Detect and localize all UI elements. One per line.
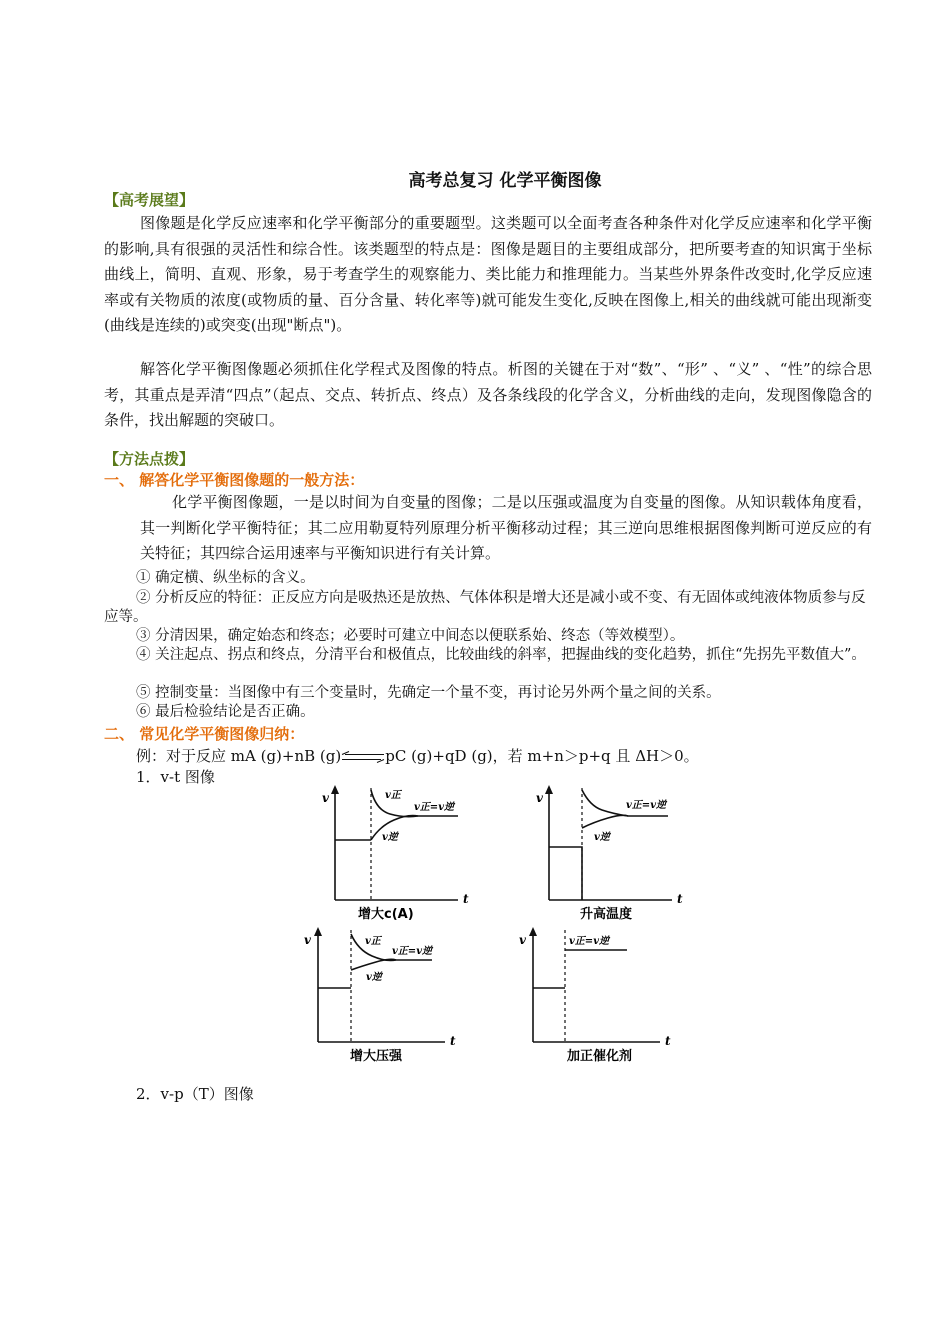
chart-increase-pressure [300,924,465,1064]
item-vp-graph: 2．v-p（T）图像 [136,1085,254,1103]
step-3: ③ 分清因果，确定始态和终态；必要时可建立中间态以便联系始、终态（等效模型）。 [136,628,685,644]
chart-caption: 增大压强 [350,1049,403,1064]
example-suffix: pC (g)+qD (g)，若 m+n＞p+q 且 ΔH＞0。 [385,747,699,765]
reverse-rate-label: v逆 [382,832,398,843]
forward-rate-label: v正 [365,936,381,947]
y-axis-label: v [536,791,543,805]
equal-rate-label: v正=v逆 [392,946,432,957]
item-vt-graph: 1．v-t 图像 [136,768,215,786]
chart-add-catalyst [515,924,680,1064]
subheading-general-method: 一、 解答化学平衡图像题的一般方法： [104,471,365,489]
x-axis-label: t [677,892,683,906]
chart-caption: 升高温度 [580,907,633,922]
step-6: ⑥ 最后检验结论是否正确。 [136,704,315,720]
chart-raise-temperature [532,782,692,922]
y-axis-label: v [519,933,526,947]
equal-rate-label: v正=v逆 [626,800,666,811]
x-axis-label: t [463,892,469,906]
y-axis-arrow [529,927,537,936]
subheading-common-graphs: 二、 常见化学平衡图像归纳： [104,725,305,743]
y-axis-arrow [545,785,553,794]
section-heading-methods: 【方法点拨】 [104,450,195,468]
forward-rate-label: v正 [385,790,401,801]
y-axis-arrow [314,927,322,936]
chart-increase-concentration [318,782,478,922]
chart-caption: 增大c(A) [358,907,414,922]
x-axis-label: t [450,1034,456,1048]
reverse-rate-curve [582,815,628,828]
step-1: ① 确定横、纵坐标的含义。 [136,570,315,586]
y-axis-arrow [331,785,339,794]
equal-rate-label: v正=v逆 [569,936,609,947]
general-method-paragraph: 化学平衡图像题，一是以时间为自变量的图像；二是以压强或温度为自变量的图像。从知识载体角度看，其一判断化学平衡特征；其二应用勒夏特列原理分析平衡移动过程；其三逆向思维根据图像判断可逆反应的有关特征；其四综合运用速率与平衡知识进行有关计算。 [140,493,872,562]
outlook-paragraph-2: 解答化学平衡图像题必须抓住化学程式及图像的特点。析图的关键在于对“数”、“形” 、“义” 、“性”的综合思考，其重点是弄清“四点”（起点、交点、转折点、终点）及各条线段的化学含义，分析曲线的走向，发现图像隐含的条件，找出解题的突破口。 [104,360,872,429]
initial-rate-line [549,847,582,900]
reverse-rate-label: v逆 [594,832,610,843]
example-line [136,745,699,766]
page-title: 高考总复习 化学平衡图像 [408,171,602,191]
example-prefix: 例：对于反应 mA (g)+nB (g) [136,747,342,765]
equal-rate-label: v正=v逆 [414,802,454,813]
y-axis-label: v [322,791,329,805]
x-axis-label: t [665,1034,671,1048]
chart-caption: 加正催化剂 [567,1049,633,1064]
step-4: ④ 关注起点、拐点和终点，分清平台和极值点，比较曲线的斜率，把握曲线的变化趋势，抓住“先拐先平数值大”。 [136,647,866,663]
section-heading-outlook: 【高考展望】 [104,191,195,209]
y-axis-label: v [304,933,311,947]
step-2: ② 分析反应的特征：正反应方向是吸热还是放热、气体体积是增大还是减小或不变、有无固体或纯液体物质参与反应等。 [104,590,866,625]
reversible-arrow-icon [341,751,385,763]
outlook-paragraph-1: 图像题是化学反应速率和化学平衡部分的重要题型。这类题可以全面考查各种条件对化学反应速率和化学平衡的影响,具有很强的灵活性和综合性。该类题型的特点是：图像是题目的主要组成部分，把所要考查的知识寓于坐标曲线上，简明、直观、形象，易于考查学生的观察能力、类比能力和推理能力。当某些外界条件改变时,化学反应速率或有关物质的浓度(或物质的量、百分含量、转化率等)就可能发生变化,反映在图像上,相关的曲线就可能出现渐变(曲线是连续的)或突变(出现"断点")。 [104,214,872,334]
step-5: ⑤ 控制变量：当图像中有三个变量时，先确定一个量不变，再讨论另外两个量之间的关系。 [136,685,721,701]
reverse-rate-label: v逆 [366,972,382,983]
